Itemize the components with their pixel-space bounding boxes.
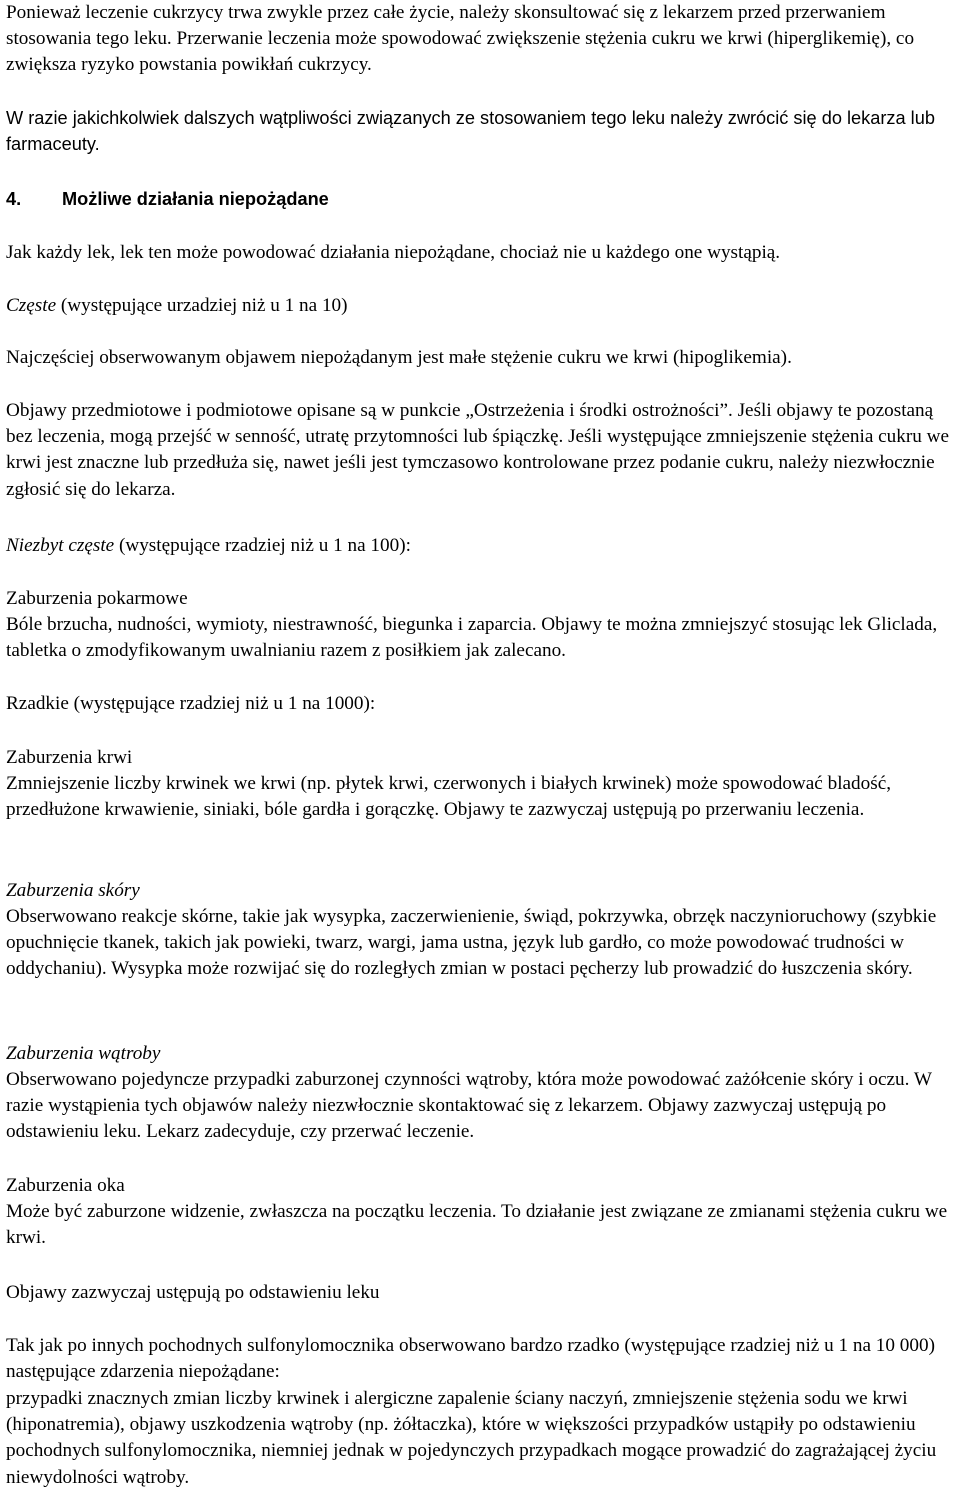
- subheading-gastrointestinal: Zaburzenia pokarmowe: [6, 588, 188, 609]
- frequency-uncommon-label: Niezbyt częste: [6, 535, 115, 556]
- frequency-rare: Rzadkie (występujące rzadziej niż u 1 na 1000):: [6, 693, 376, 714]
- frequency-uncommon: [6, 533, 958, 559]
- paragraph-liver: Obserwowano pojedyncze przypadki zaburzonej czynności wątroby, która może powodować zażółcenie skóry i oczu. W razie wystąpienia tych objawów należy niezwłocznie skontaktować się z lekarzem. Objawy zazwyczaj ustępują po odstawieniu leku. Lekarz zadecyduje, czy przerwać leczenie.: [6, 1069, 932, 1143]
- paragraph-side-effects-intro: Jak każdy lek, lek ten może powodować działania niepożądane, chociaż nie u każdego one wystąpią.: [6, 242, 781, 263]
- section-heading-4: [6, 186, 958, 212]
- subheading-liver: Zaburzenia wątroby: [6, 1043, 161, 1064]
- paragraph-hypoglycemia-symptoms: Objawy przedmiotowe i podmiotowe opisane są w punkcie „Ostrzeżenia i środki ostrożności”. Jeśli objawy te pozostaną bez leczenia, mogą przejść w senność, utratę przytomności lub śpiączkę. Jeśli występujące zmniejszenie stężenia cukru we krwi jest znaczne lub przedłuża się, nawet jeśli jest tymczasowo kontrolowane przez podanie cukru, należy niezwłocznie zgłosić się do lekarza.: [6, 400, 950, 500]
- paragraph-very-rare-list: przypadki znacznych zmian liczby krwinek i alergiczne zapalenie ściany naczyń, zmniejszenie stężenia sodu we krwi (hiponatremia), objawy uszkodzenia wątroby (np. żółtaczka), które w większości przypadków ustąpiły po odstawieniu pochodnych sulfonylomocznika, niemniej jednak w pojedynczych przypadkach mogące prowadzić do zagrażającej życiu niewydolności wątroby.: [6, 1388, 937, 1488]
- paragraph-doubts: W razie jakichkolwiek dalszych wątpliwości związanych ze stosowaniem tego leku należy zwrócić się do lekarza lub farmaceuty.: [6, 108, 935, 155]
- frequency-common: [6, 293, 958, 319]
- frequency-uncommon-desc: (występujące rzadziej niż u 1 na 100):: [114, 535, 411, 556]
- subheading-eye: Zaburzenia oka: [6, 1175, 125, 1196]
- paragraph-eye: Może być zaburzone widzenie, zwłaszcza na początku leczenia. To działanie jest związane ze zmianami stężenia cukru we krwi.: [6, 1201, 948, 1249]
- subheading-skin: Zaburzenia skóry: [6, 880, 140, 901]
- paragraph-hypoglycemia: Najczęściej obserwowanym objawem niepożądanym jest małe stężenie cukru we krwi (hipoglikemia).: [6, 347, 792, 368]
- paragraph-skin: Obserwowano reakcje skórne, takie jak wysypka, zaczerwienienie, świąd, pokrzywka, obrzęk naczynioruchowy (szybkie opuchnięcie tkanek, takich jak powieki, twarz, wargi, jama ustna, język lub gardło, co może powodować trudności w oddychaniu). Wysypka może rozwijać się do rozległych zmian w postaci pęcherzy lub prowadzić do łuszczenia skóry.: [6, 906, 937, 980]
- frequency-common-label: Częste: [6, 295, 57, 316]
- paragraph-gastrointestinal: Bóle brzucha, nudności, wymioty, niestrawność, biegunka i zaparcia. Objawy te można zmniejszyć stosując lek Gliclada, tabletka o zmodyfikowanym uwalnianiu razem z posiłkiem jak zalecano.: [6, 614, 938, 662]
- line-symptoms-subside: Objawy zazwyczaj ustępują po odstawieniu leku: [6, 1282, 380, 1303]
- paragraph-very-rare-intro: Tak jak po innych pochodnych sulfonylomocznika obserwowano bardzo rzadko (występujące rzadziej niż u 1 na 10 000) następujące zdarzenia niepożądane:: [6, 1335, 935, 1383]
- paragraph-stopping-treatment: Ponieważ leczenie cukrzycy trwa zwykle przez całe życie, należy skonsultować się z lekarzem przed przerwaniem stosowania tego leku. Przerwanie leczenia może spowodować zwiększenie stężenia cukru we krwi (hiperglikemię), co zwiększa ryzyko powstania powikłań cukrzycy.: [6, 2, 915, 76]
- section-title: Możliwe działania niepożądane: [62, 189, 329, 209]
- subheading-blood: Zaburzenia krwi: [6, 747, 133, 768]
- paragraph-blood: Zmniejszenie liczby krwinek we krwi (np. płytek krwi, czerwonych i białych krwinek) może spowodować bladość, przedłużone krwawienie, siniaki, bóle gardła i gorączkę. Objawy te zazwyczaj ustępują po przerwaniu leczenia.: [6, 773, 892, 821]
- section-number: 4.: [6, 189, 22, 209]
- frequency-common-desc: (występujące urzadziej niż u 1 na 10): [56, 295, 348, 316]
